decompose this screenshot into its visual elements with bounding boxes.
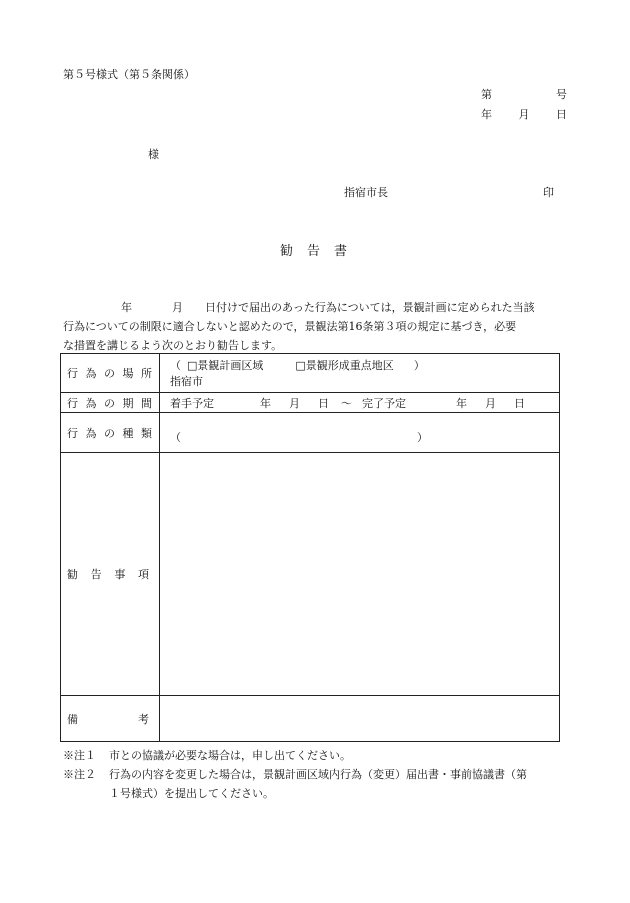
type-value[interactable] xyxy=(160,413,560,453)
location-paren-open: （ xyxy=(170,359,181,372)
date-month: 月 xyxy=(518,108,530,121)
end-day: 日 xyxy=(514,396,525,410)
remarks-row xyxy=(61,696,560,742)
sender xyxy=(344,184,554,200)
type-paren-close: ） xyxy=(417,431,428,444)
start-month: 月 xyxy=(289,396,300,410)
period-label: 行 為 の 期 間 xyxy=(61,393,160,413)
end-label: 完了予定 xyxy=(362,396,406,410)
advice-row xyxy=(61,453,560,696)
date-year: 年 xyxy=(481,108,492,121)
note-2-continuation: １号様式）を提出してください。 xyxy=(109,787,274,800)
intro-line-2: 行為についての制限に適合しないと認めたので，景観法第16条第３項の規定に基づき，必要 xyxy=(63,320,517,333)
remarks-label: 備 考 xyxy=(61,696,160,742)
end-year: 年 xyxy=(456,396,467,410)
start-year: 年 xyxy=(260,396,271,410)
intro-line-3: な措置を講じるよう次のとおり勧告します。 xyxy=(63,339,283,352)
end-month: 月 xyxy=(485,396,496,410)
location-label: 行 為 の 場 所 xyxy=(61,354,160,393)
number-suffix: 号 xyxy=(556,88,567,101)
start-label: 着手予定 xyxy=(170,396,214,410)
document-number xyxy=(481,86,567,102)
period-row xyxy=(61,393,560,413)
location-value[interactable] xyxy=(160,354,560,393)
location-city: 指宿市 xyxy=(170,375,203,388)
seal-mark: 印 xyxy=(543,186,554,199)
advice-content[interactable] xyxy=(160,453,560,696)
intro-paragraph xyxy=(63,298,569,355)
document-date xyxy=(481,106,567,122)
document-title: 勧告書 xyxy=(280,244,362,259)
intro-line-1-text: 日付けで届出のあった行為については，景観計画に定められた当該 xyxy=(205,301,535,314)
location-row xyxy=(61,354,560,393)
intro-month: 月 xyxy=(172,301,183,314)
date-day: 日 xyxy=(556,108,567,121)
type-paren-open: （ xyxy=(170,431,181,444)
note-2 xyxy=(63,765,527,784)
priority-district-checkbox[interactable]: □景観形成重点地区 xyxy=(295,359,394,372)
note-1 xyxy=(63,746,527,765)
intro-line-1 xyxy=(63,298,569,317)
number-prefix: 第 xyxy=(481,88,492,101)
advice-table xyxy=(60,353,560,742)
addressee: 様 xyxy=(148,148,159,161)
note-1-text: 市との協議が必要な場合は，申し出てください。 xyxy=(109,749,351,762)
remarks-content[interactable] xyxy=(160,696,560,742)
note-2-mark: ※注２ xyxy=(63,768,96,781)
start-day: 日 xyxy=(318,396,329,410)
type-row xyxy=(61,413,560,453)
type-label: 行 為 の 種 類 xyxy=(61,413,160,453)
note-2-text: 行為の内容を変更した場合は，景観計画区域内行為（変更）届出書・事前協議書（第 xyxy=(109,768,527,781)
location-paren-close: ） xyxy=(413,359,425,372)
form-number: 第５号様式（第５条関係） xyxy=(63,68,195,81)
period-value[interactable] xyxy=(160,393,560,413)
note-1-mark: ※注１ xyxy=(63,749,96,762)
advice-label: 勧 告 事 項 xyxy=(61,453,160,696)
period-tilde: ～ xyxy=(341,396,352,410)
notes xyxy=(63,746,527,803)
landscape-area-checkbox[interactable]: □景観計画区域 xyxy=(187,359,264,372)
sender-title: 指宿市長 xyxy=(344,186,388,199)
intro-year: 年 xyxy=(121,301,132,314)
